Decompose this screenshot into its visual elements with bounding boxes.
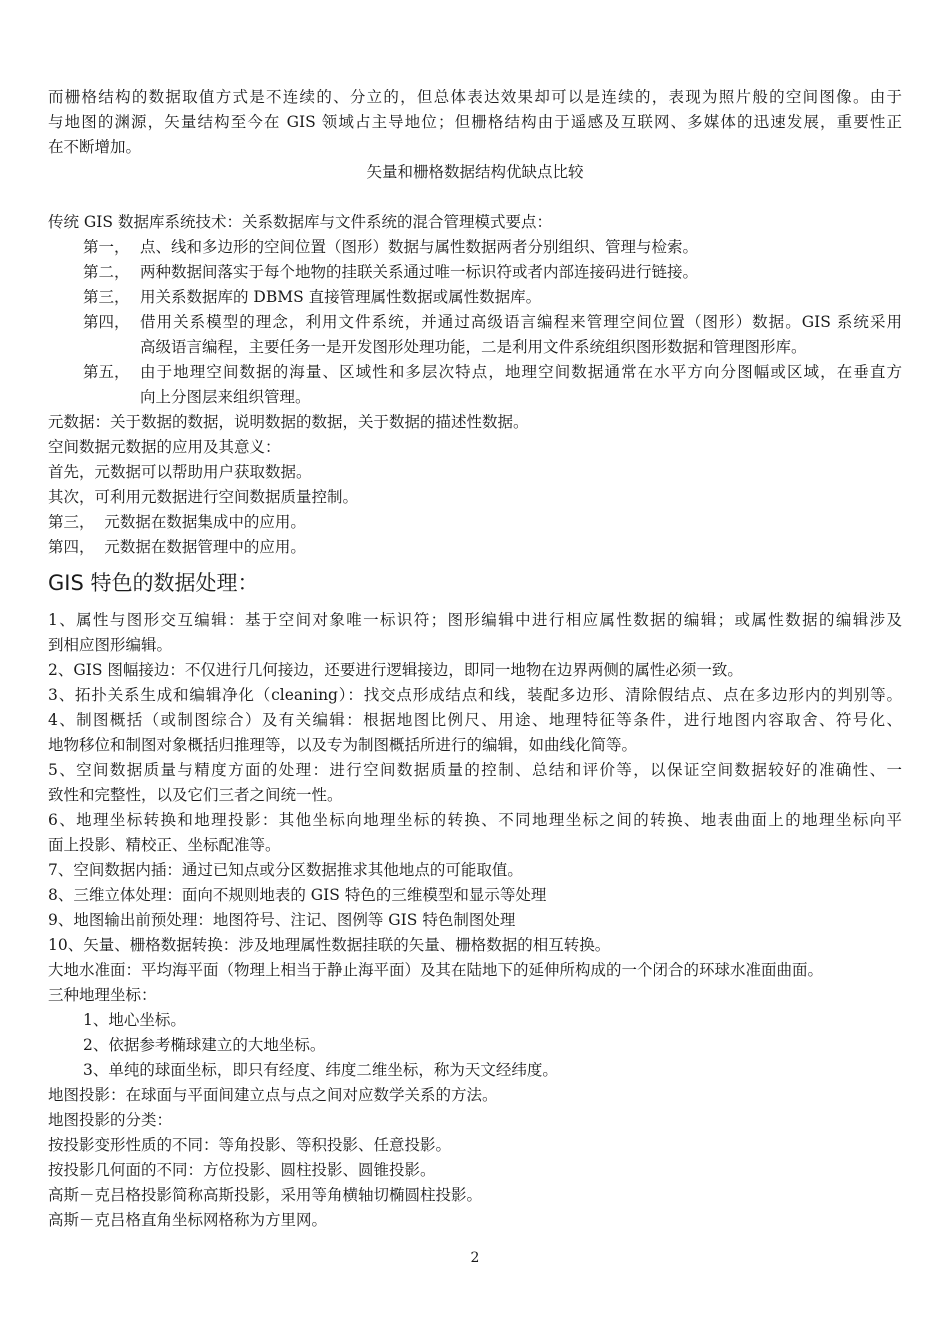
text-line: 在不断增加。 — [48, 138, 142, 156]
item-label: 2、 — [83, 1036, 109, 1054]
processing-item: 地物移位和制图对象概括归推理等，以及专为制图概括所进行的编辑，如曲线化简等。 — [48, 736, 638, 754]
text-line: 按投影几何面的不同：方位投影、圆柱投影、圆锥投影。 — [48, 1161, 436, 1179]
item-text: 点、线和多边形的空间位置（图形）数据与属性数据两者分别组织、管理与检索。 — [140, 238, 699, 256]
db-title: 传统 GIS 数据库系统技术：关系数据库与文件系统的混合管理模式要点： — [48, 213, 552, 231]
item-label: 第二， — [83, 263, 130, 281]
processing-item: 3、拓扑关系生成和编辑净化（cleaning）：找交点形成结点和线，装配多边形、清除假结点、点在多边形内的判别等。 — [48, 686, 902, 704]
intro-paragraph — [48, 85, 902, 160]
page-number: 2 — [470, 1250, 480, 1266]
item-label: 3、 — [83, 1061, 109, 1079]
coords-title: 三种地理坐标： — [48, 986, 157, 1004]
item-text: 用关系数据库的 DBMS 直接管理属性数据或属性数据库。 — [140, 288, 542, 306]
text-line: 高斯－克吕格直角坐标网格称为方里网。 — [48, 1211, 328, 1229]
item-text: 由于地理空间数据的海量、区域性和多层次特点，地理空间数据通常在水平方向分图幅或区域，在垂直方 — [140, 363, 902, 381]
processing-item: 9、地图输出前预处理：地图符号、注记、图例等 GIS 特色制图处理 — [48, 911, 516, 929]
processing-item: 致性和完整性，以及它们三者之间统一性。 — [48, 786, 343, 804]
text-line: 按投影变形性质的不同：等角投影、等积投影、任意投影。 — [48, 1136, 452, 1154]
section-heading: GIS 特色的数据处理： — [48, 571, 259, 595]
coord-item — [48, 1033, 902, 1058]
processing-item: 面上投影、精校正、坐标配准等。 — [48, 836, 281, 854]
text-line: 高斯－克吕格投影简称高斯投影，采用等角横轴切椭圆柱投影。 — [48, 1186, 483, 1204]
text-line: 而栅格结构的数据取值方式是不连续的、分立的，但总体表达效果却可以是连续的，表现为照片般的空间图像。由于 — [48, 88, 902, 106]
text-line: 第三， 元数据在数据集成中的应用。 — [48, 513, 306, 531]
processing-item: 4、制图概括（或制图综合）及有关编辑：根据地图比例尺、用途、地理特征等条件，进行地图内容取舍、符号化、 — [48, 711, 902, 729]
processing-item: 10、矢量、栅格数据转换：涉及地理属性数据挂联的矢量、栅格数据的相互转换。 — [48, 936, 611, 954]
db-item — [48, 360, 902, 410]
text-line: 地图投影：在球面与平面间建立点与点之间对应数学关系的方法。 — [48, 1086, 498, 1104]
coord-item — [48, 1008, 902, 1033]
item-text: 两种数据间落实于每个地物的挂联关系通过唯一标识符或者内部连接码进行链接。 — [140, 263, 699, 281]
text-line: 其次，可利用元数据进行空间数据质量控制。 — [48, 488, 359, 506]
table-caption: 矢量和栅格数据结构优缺点比较 — [366, 163, 584, 181]
text-line: 第四， 元数据在数据管理中的应用。 — [48, 538, 306, 556]
document-page — [48, 85, 902, 1233]
text-line: 与地图的渊源，矢量结构至今在 GIS 领域占主导地位；但栅格结构由于遥感及互联网、多媒体的迅速发展，重要性正 — [48, 113, 902, 131]
processing-item: 5、空间数据质量与精度方面的处理：进行空间数据质量的控制、总结和评价等，以保证空间数据较好的准确性、一 — [48, 761, 902, 779]
item-label: 第一， — [83, 238, 130, 256]
db-item — [48, 235, 902, 260]
processing-item: 6、地理坐标转换和地理投影：其他坐标向地理坐标的转换、不同地理坐标之间的转换、地表曲面上的地理坐标向平 — [48, 811, 902, 829]
processing-item: 8、三维立体处理：面向不规则地表的 GIS 特色的三维模型和显示等处理 — [48, 886, 547, 904]
text-line: 首先，元数据可以帮助用户获取数据。 — [48, 463, 312, 481]
item-text: 地心坐标。 — [108, 1011, 186, 1029]
coord-item — [48, 1058, 902, 1083]
db-item — [48, 285, 902, 310]
processing-item: 7、空间数据内插：通过已知点或分区数据推求其他地点的可能取值。 — [48, 861, 523, 879]
processing-item: 1、属性与图形交互编辑：基于空间对象唯一标识符；图形编辑中进行相应属性数据的编辑；或属性数据的编辑涉及 — [48, 611, 902, 629]
text-line: 地图投影的分类： — [48, 1111, 173, 1129]
item-text: 单纯的球面坐标，即只有经度、纬度二维坐标，称为天文经纬度。 — [108, 1061, 558, 1079]
processing-item: 到相应图形编辑。 — [48, 636, 173, 654]
item-text: 向上分图层来组织管理。 — [140, 388, 311, 406]
item-label: 第五， — [83, 363, 130, 381]
processing-item: 2、GIS 图幅接边：不仅进行几何接边，还要进行逻辑接边，即同一地物在边界两侧的属性必须一致。 — [48, 661, 743, 679]
db-item — [48, 260, 902, 285]
db-item — [48, 310, 902, 360]
text-line: 空间数据元数据的应用及其意义： — [48, 438, 281, 456]
geoid-definition: 大地水准面：平均海平面（物理上相当于静止海平面）及其在陆地下的延伸所构成的一个闭合的环球水准面曲面。 — [48, 961, 824, 979]
text-line: 元数据：关于数据的数据，说明数据的数据，关于数据的描述性数据。 — [48, 413, 529, 431]
item-label: 第四， — [83, 313, 130, 331]
item-text: 借用关系模型的理念，利用文件系统，并通过高级语言编程来管理空间位置（图形）数据。GIS 系统采用 — [140, 313, 902, 331]
item-label: 第三， — [83, 288, 130, 306]
item-text: 依据参考椭球建立的大地坐标。 — [108, 1036, 326, 1054]
item-text: 高级语言编程，主要任务一是开发图形处理功能，二是利用文件系统组织图形数据和管理图形库。 — [140, 338, 807, 356]
item-label: 1、 — [83, 1011, 109, 1029]
